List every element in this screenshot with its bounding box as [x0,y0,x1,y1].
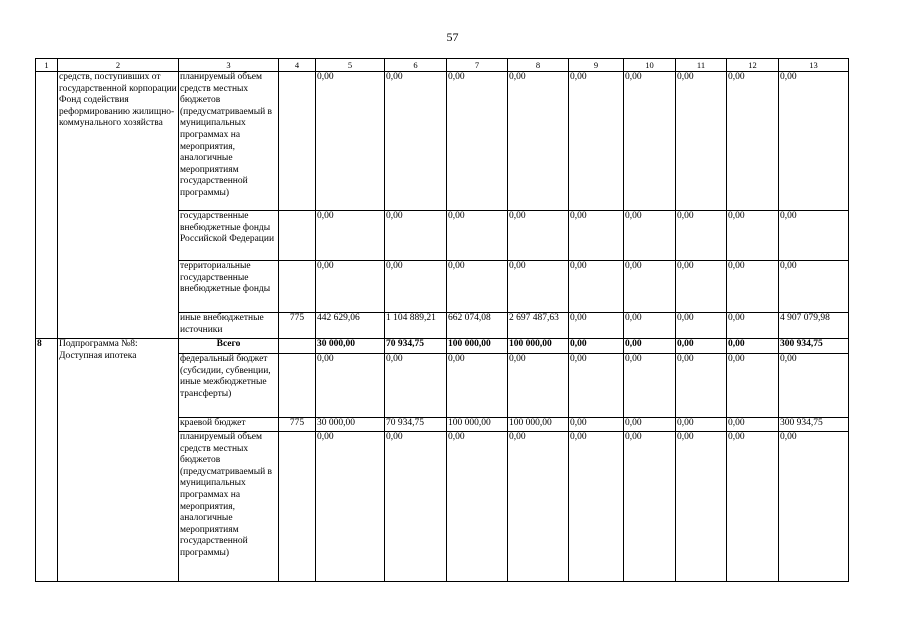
value-cell: 0,00 [569,211,624,261]
header-cell: 9 [569,59,624,72]
value-cell: 0,00 [624,313,676,339]
value-cell: 0,00 [624,72,676,211]
header-cell: 1 [36,59,58,72]
value-cell: 0,00 [508,261,569,313]
value-cell: 0,00 [624,261,676,313]
funding-source: государственные внебюджетные фонды Российской Федерации [179,211,279,261]
value-cell: 0,00 [316,261,385,313]
value-cell: 4 907 079,98 [779,313,849,339]
header-row [36,59,849,72]
header-cell: 3 [179,59,279,72]
value-cell: 0,00 [727,432,779,582]
funding-source: федеральный бюджет (субсидии, субвенции, иные межбюджетные трансферты) [179,354,279,418]
value-cell: 0,00 [624,354,676,418]
code-cell [279,432,316,582]
code-cell: 775 [279,418,316,432]
value-cell: 0,00 [316,72,385,211]
value-cell: 100 000,00 [447,418,508,432]
budget-table [35,58,849,582]
code-cell [279,261,316,313]
value-cell: 0,00 [508,72,569,211]
value-cell: 0,00 [676,339,727,354]
value-cell: 0,00 [385,432,447,582]
value-cell: 0,00 [727,418,779,432]
value-cell: 300 934,75 [779,339,849,354]
value-cell: 0,00 [569,418,624,432]
value-cell: 70 934,75 [385,339,447,354]
header-cell: 4 [279,59,316,72]
value-cell: 0,00 [447,261,508,313]
value-cell: 300 934,75 [779,418,849,432]
value-cell: 0,00 [676,72,727,211]
code-cell: 775 [279,313,316,339]
value-cell: 0,00 [676,211,727,261]
value-cell: 442 629,06 [316,313,385,339]
header-cell: 10 [624,59,676,72]
value-cell: 0,00 [624,432,676,582]
value-cell: 0,00 [624,211,676,261]
funding-source: территориальные государственные внебюджетные фонды [179,261,279,313]
value-cell: 0,00 [316,432,385,582]
value-cell: 0,00 [569,432,624,582]
header-cell: 2 [58,59,179,72]
value-cell: 0,00 [385,211,447,261]
value-cell: 0,00 [727,313,779,339]
value-cell: 0,00 [569,339,624,354]
value-cell: 0,00 [569,354,624,418]
value-cell: 0,00 [676,418,727,432]
value-cell: 0,00 [316,354,385,418]
funding-source: краевой бюджет [179,418,279,432]
value-cell: 70 934,75 [385,418,447,432]
value-cell: 0,00 [727,72,779,211]
program-name-cell: средств, поступивших от государственной корпорации Фонд содействия реформированию жилищно-коммунального хозяйства [58,72,179,339]
value-cell: 0,00 [316,211,385,261]
value-cell: 30 000,00 [316,418,385,432]
value-cell: 0,00 [676,432,727,582]
code-cell [279,211,316,261]
value-cell: 0,00 [676,354,727,418]
value-cell: 0,00 [624,339,676,354]
value-cell: 0,00 [779,432,849,582]
value-cell: 0,00 [676,313,727,339]
value-cell: 0,00 [569,261,624,313]
code-cell [279,339,316,354]
table-row-total [36,339,849,354]
value-cell: 0,00 [779,211,849,261]
header-cell: 5 [316,59,385,72]
header-cell: 13 [779,59,849,72]
header-cell: 11 [676,59,727,72]
funding-source: планируемый объем средств местных бюджетов (предусматриваемый в муниципальных программах на мероприятия, аналогичные мероприятиям государственной программы) [179,72,279,211]
value-cell: 0,00 [727,339,779,354]
page-number: 57 [446,30,459,44]
value-cell: 0,00 [779,261,849,313]
value-cell: 0,00 [385,72,447,211]
code-cell [279,72,316,211]
value-cell: 0,00 [569,313,624,339]
value-cell: 0,00 [624,418,676,432]
value-cell: 0,00 [447,432,508,582]
value-cell: 0,00 [727,261,779,313]
value-cell: 0,00 [676,261,727,313]
row-number-cell: 8 [36,339,58,582]
value-cell: 100 000,00 [508,339,569,354]
value-cell: 0,00 [447,72,508,211]
value-cell: 0,00 [508,211,569,261]
table-row [36,72,849,211]
value-cell: 0,00 [385,354,447,418]
value-cell: 0,00 [385,261,447,313]
funding-source-total: Всего [179,339,279,354]
value-cell: 662 074,08 [447,313,508,339]
value-cell: 2 697 487,63 [508,313,569,339]
value-cell: 0,00 [508,354,569,418]
value-cell: 0,00 [727,211,779,261]
row-number-cell [36,72,58,339]
value-cell: 0,00 [727,354,779,418]
value-cell: 0,00 [569,72,624,211]
program-name-cell: Подпрограмма №8: Доступная ипотека [58,339,179,582]
header-cell: 12 [727,59,779,72]
value-cell: 1 104 889,21 [385,313,447,339]
value-cell: 30 000,00 [316,339,385,354]
value-cell: 0,00 [447,354,508,418]
funding-source: иные внебюджетные источники [179,313,279,339]
value-cell: 0,00 [779,354,849,418]
header-cell: 7 [447,59,508,72]
value-cell: 100 000,00 [447,339,508,354]
funding-source: планируемый объем средств местных бюджетов (предусматриваемый в муниципальных программах на мероприятия, аналогичные мероприятиям государственной программы) [179,432,279,582]
header-cell: 6 [385,59,447,72]
value-cell: 0,00 [508,432,569,582]
header-cell: 8 [508,59,569,72]
value-cell: 0,00 [447,211,508,261]
code-cell [279,354,316,418]
value-cell: 0,00 [779,72,849,211]
value-cell: 100 000,00 [508,418,569,432]
